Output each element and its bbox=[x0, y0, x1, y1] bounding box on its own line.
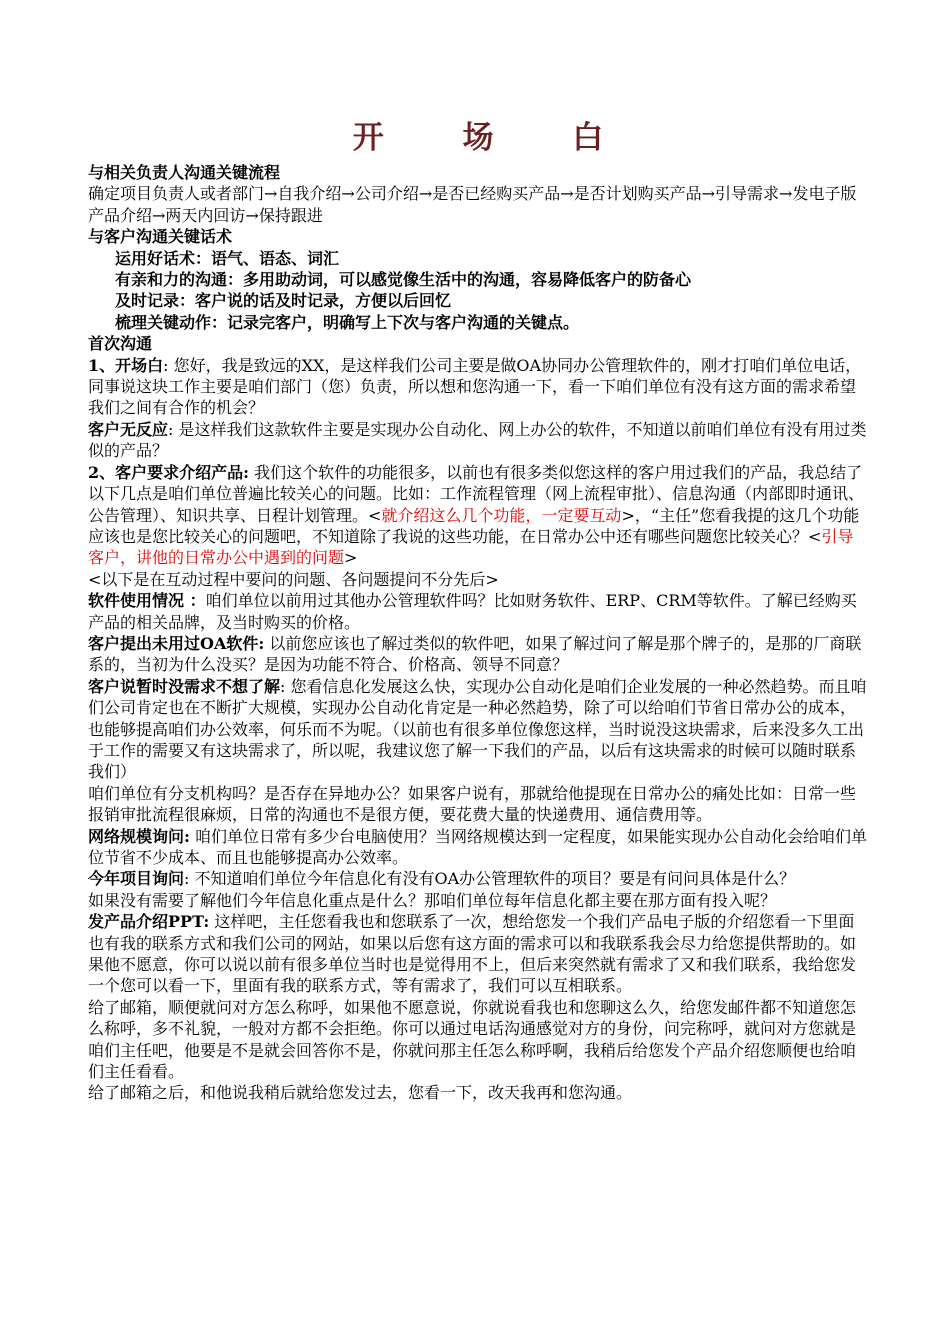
section-opening-text: : 您好，我是致远的XX，是这样我们公司主要是做OA协同办公管理软件的，刚才打咱们单位电话，同事说这块工作主要是咱们部门（您）负责，所以想和您沟通一下，看一下咱们单位有没有这方面的需求希望我们之间有合作的机会？ bbox=[88, 355, 862, 418]
section-project-label: 今年项目询问 bbox=[88, 869, 185, 889]
section-no-need-label: 客户说暂时没需求不想了解 bbox=[88, 676, 281, 696]
tip-2-label: 有亲和力的沟通： bbox=[115, 270, 244, 290]
heading-talk: 与客户沟通关键话术 bbox=[88, 227, 233, 247]
section-product-intro-text-b: >，“主任”您看我提的这几个功能应该也是您比较关心的问题吧，不知道除了我说的这些功能，在日常办公中还有哪些问题您比较关心？< bbox=[88, 505, 860, 546]
section-no-need bbox=[88, 676, 868, 783]
tip-1 bbox=[88, 248, 868, 269]
section-network-scale-text: 咱们单位日常有多少台电脑使用？当网络规模达到一定程度，如果能实现办公自动化会给咱们单位节省不少成本、而且也能够提高办公效率。 bbox=[88, 826, 868, 867]
tip-1-text: 语气、语态、词汇 bbox=[211, 248, 340, 268]
tip-3 bbox=[88, 290, 868, 311]
section-project-followup: 如果没有需要了解他们今年信息化重点是什么？那咱们单位每年信息化都主要在那方面有投入呢？ bbox=[88, 890, 777, 910]
section-product-intro bbox=[88, 462, 868, 569]
section-no-response-text: : 是这样我们这款软件主要是实现办公自动化、网上办公的软件，不知道以前咱们单位有没有用过类似的产品？ bbox=[88, 419, 867, 461]
section-product-intro-text-a: 我们这个软件的功能很多，以前也有很多类似您这样的客户用过我们的产品，我总结了以下几点是咱们单位普遍比较关心的问题。比如：工作流程管理（网上流程审批）、信息沟通（内部即时通讯、公告管理）、知识共享、日程计划管理。< bbox=[88, 462, 865, 525]
section-no-oa-label: 客户提出未用过OA软件: bbox=[88, 633, 265, 653]
tip-4-label: 梳理关键动作： bbox=[115, 312, 228, 332]
section-branches: 咱们单位有分支机构吗？是否存在异地办公？如果客户说有，那就给他提现在日常办公的痛处比如：日常一些报销审批流程很麻烦，日常的沟通也不是很方便，要花费大量的快递费用、通信费用等。 bbox=[88, 783, 857, 825]
section-email: 给了邮箱，顺便就问对方怎么称呼，如果他不愿意说，你就说看我也和您聊这么久，给您发邮件都不知道您怎么称呼，多不礼貌，一般对方都不会拒绝。你可以通过电话沟通感觉对方的身份，问完称呼，就问对方您就是咱们主任吧，他要是不是就会回答你不是，你就问那主任怎么称呼啊，我稍后给您发个产品介绍您顺便也给咱们主任看看。 bbox=[88, 997, 857, 1082]
interaction-note: <以下是在互动过程中要问的问题、各问题提问不分先后> bbox=[88, 569, 499, 589]
section-send-ppt-text: 这样吧，主任您看我也和您联系了一次，想给您发一个我们产品电子版的介绍您看一下里面也有我的联系方式和我们公司的网站，如果以后您有这方面的需求可以和我联系我会尽力给您提供帮助的。如果他不愿意，你可以说以前有很多单位当时也是觉得用不上，但后来突然就有需求了又和我们联系，我给您发一个您可以看一下，里面有我的联系方式，等有需求了，我们可以互相联系。 bbox=[88, 912, 857, 996]
section-opening bbox=[88, 355, 868, 419]
section-network-scale bbox=[88, 826, 868, 869]
section-software-usage-text: 咱们单位以前用过其他办公管理软件吗？比如财务软件、ERP、CRM等软件。了解已经购买产品的相关品牌，及当时购买的价格。 bbox=[88, 591, 857, 632]
tip-3-text: 客户说的话及时记录，方便以后回忆 bbox=[195, 291, 452, 311]
heading-process: 与相关负责人沟通关键流程 bbox=[88, 163, 281, 182]
section-product-intro-label: 2、客户要求介绍产品: bbox=[88, 462, 250, 482]
tip-3-label: 及时记录： bbox=[115, 291, 196, 311]
process-flow: 确定项目负责人或者部门→自我介绍→公司介绍→是否已经购买产品→是否计划购买产品→引导需求→发电子版产品介绍→两天内回访→保持跟进 bbox=[88, 184, 857, 225]
note-guide: 引导客户，讲他的日常办公中遇到的问题 bbox=[88, 526, 854, 568]
section-no-need-text: : 您看信息化发展这么快，实现办公自动化是咱们企业发展的一种必然趋势。而且咱们公司肯定也在不断扩大规模，实现办公自动化肯定是一种必然趋势，除了可以给咱们节省日常办公的成本，也能够提高咱们办公效率，何乐而不为呢。（以前也有很多单位像您这样，当时说没这块需求，后来没多久工出于工作的需要又有这块需求了，所以呢，我建议您了解一下我们的产品，以后有这块需求的时候可以随时联系我们） bbox=[88, 676, 867, 782]
section-closing: 给了邮箱之后，和他说我稍后就给您发过去，您看一下，改天我再和您沟通。 bbox=[88, 1083, 633, 1103]
tip-2-text: 多用助动词，可以感觉像生活中的沟通，容易降低客户的防备心 bbox=[243, 270, 692, 290]
section-send-ppt bbox=[88, 911, 868, 997]
section-send-ppt-label: 发产品介绍PPT: bbox=[88, 912, 210, 932]
section-no-response-label: 客户无反应 bbox=[88, 419, 169, 439]
tip-4-text: 记录完客户，明确写上下次与客户沟通的关键点。 bbox=[227, 312, 580, 332]
section-software-usage bbox=[88, 590, 868, 633]
tip-4 bbox=[88, 312, 868, 333]
section-network-scale-label: 网络规模询问: bbox=[88, 826, 190, 846]
section-software-usage-label: 软件使用情况 ： bbox=[88, 591, 206, 611]
note-interact: 就介绍这么几个功能，一定要互动 bbox=[381, 505, 622, 525]
heading-first-contact: 首次沟通 bbox=[88, 334, 153, 354]
tip-1-label: 运用好话术： bbox=[115, 248, 212, 268]
document-page bbox=[88, 118, 868, 1104]
section-no-oa-text: 以前您应该也了解过类似的软件吧，如果了解过问了解是那个牌子的，是那的厂商联系的，当初为什么没买？是因为功能不符合、价格高、领导不同意？ bbox=[88, 633, 862, 675]
tip-2 bbox=[88, 269, 868, 290]
section-product-intro-text-c: > bbox=[344, 548, 358, 568]
section-project bbox=[88, 868, 868, 889]
page-title: 开 场 白 bbox=[352, 120, 638, 156]
section-project-text: : 不知道咱们单位今年信息化有没有OA办公管理软件的项目？要是有问问具体是什么？ bbox=[184, 869, 796, 889]
section-opening-label: 1、开场白 bbox=[88, 355, 164, 375]
section-no-oa bbox=[88, 633, 868, 676]
section-no-response bbox=[88, 419, 868, 462]
